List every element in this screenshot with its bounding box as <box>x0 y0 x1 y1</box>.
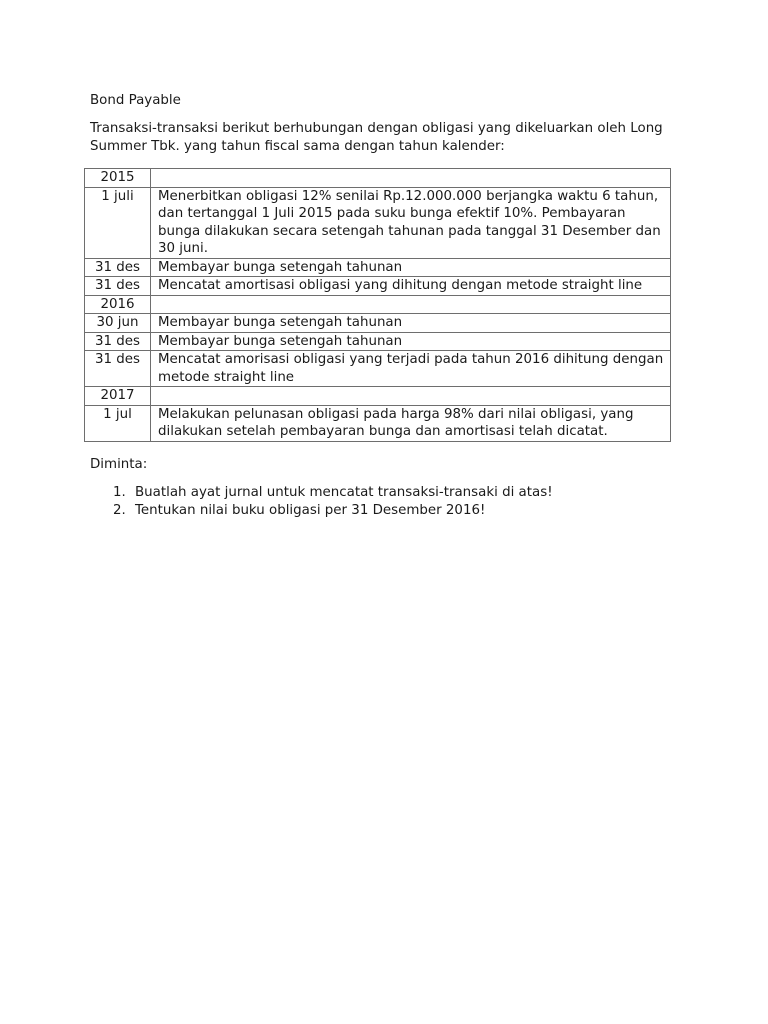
document-page <box>90 92 690 518</box>
table-row <box>85 405 671 441</box>
description-cell <box>151 169 671 188</box>
date-cell: 31 des <box>85 332 151 351</box>
date-cell: 1 juli <box>85 187 151 258</box>
description-cell: Mencatat amortisasi obligasi yang dihitung dengan metode straight line <box>151 277 671 296</box>
date-cell: 30 jun <box>85 314 151 333</box>
table-row-year <box>85 295 671 314</box>
date-cell: 2015 <box>85 169 151 188</box>
description-cell: Membayar bunga setengah tahunan <box>151 332 671 351</box>
description-cell: Mencatat amorisasi obligasi yang terjadi pada tahun 2016 dihitung dengan metode straight line <box>151 351 671 387</box>
tasks-heading: Diminta: <box>90 457 148 472</box>
list-item-text: Tentukan nilai buku obligasi per 31 Desember 2016! <box>135 503 486 518</box>
intro-paragraph: Transaksi-transaksi berikut berhubungan dengan obligasi yang dikeluarkan oleh Long Summer Tbk. yang tahun fiscal sama dengan tahun kalender: <box>90 121 663 154</box>
table-row <box>85 277 671 296</box>
date-cell: 31 des <box>85 351 151 387</box>
table-row <box>85 332 671 351</box>
description-cell: Melakukan pelunasan obligasi pada harga 98% dari nilai obligasi, yang dilakukan setelah pembayaran bunga dan amortisasi telah dicatat. <box>151 405 671 441</box>
description-cell: Membayar bunga setengah tahunan <box>151 258 671 277</box>
description-cell: Membayar bunga setengah tahunan <box>151 314 671 333</box>
description-cell: Menerbitkan obligasi 12% senilai Rp.12.000.000 berjangka waktu 6 tahun, dan tertanggal 1 Juli 2015 pada suku bunga efektif 10%. Pembayaran bunga dilakukan secara setengah tahunan pada tanggal 31 Desember dan 30 juni. <box>151 187 671 258</box>
table-row <box>85 314 671 333</box>
list-item-text: Buatlah ayat jurnal untuk mencatat transaksi-transaki di atas! <box>135 485 553 500</box>
table-row-year <box>85 387 671 406</box>
task-list <box>113 484 553 520</box>
table-row <box>85 351 671 387</box>
transactions-table <box>84 168 671 442</box>
table-row <box>85 187 671 258</box>
table-row <box>85 258 671 277</box>
document-title: Bond Payable <box>90 93 181 108</box>
description-cell <box>151 295 671 314</box>
table-row-year <box>85 169 671 188</box>
date-cell: 31 des <box>85 258 151 277</box>
list-item <box>113 484 553 502</box>
date-cell: 2017 <box>85 387 151 406</box>
list-item-number: 2. <box>113 503 126 518</box>
date-cell: 1 jul <box>85 405 151 441</box>
list-item <box>113 502 553 520</box>
description-cell <box>151 387 671 406</box>
date-cell: 31 des <box>85 277 151 296</box>
list-item-number: 1. <box>113 485 126 500</box>
date-cell: 2016 <box>85 295 151 314</box>
